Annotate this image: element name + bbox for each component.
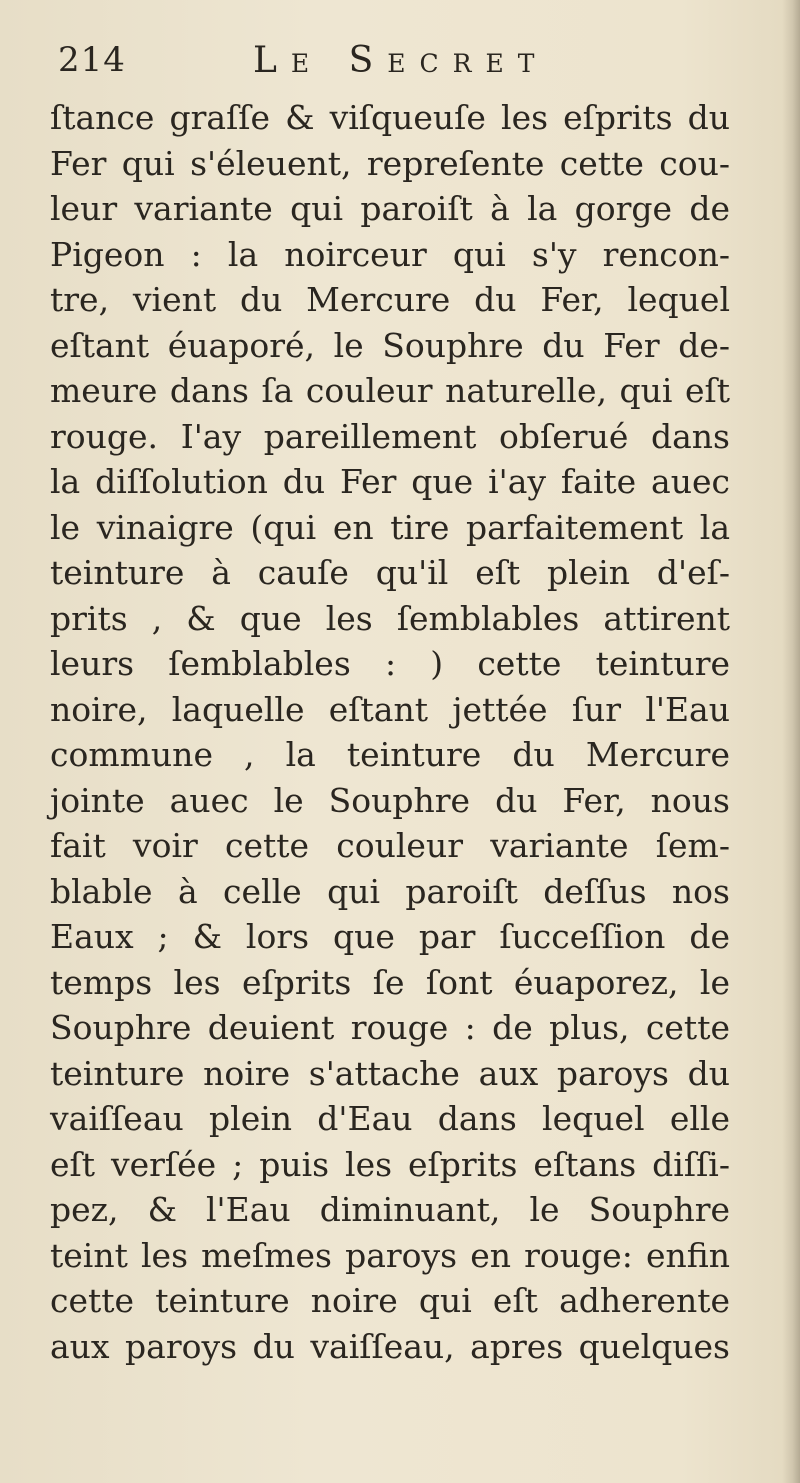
text-line: noire, laquelle eſtant jettée ſur l'Eau bbox=[50, 689, 730, 729]
text-line: Souphre deuient rouge : de plus, cette bbox=[50, 1008, 730, 1047]
text-line: ſtance graſſe & viſqueuſe les eſprits du bbox=[50, 98, 730, 137]
text-line: teinture noire s'attache aux paroys du bbox=[50, 1053, 730, 1093]
text-line: leurs ſemblables : ) cette teinture bbox=[50, 644, 730, 683]
text-line: aux paroys du vaiſſeau, apres quelques bbox=[50, 1326, 730, 1366]
running-title: Le Secret bbox=[253, 40, 549, 81]
text-line: commune , la teinture du Mercure bbox=[50, 735, 730, 774]
text-line: meure dans ſa couleur naturelle, qui eſt bbox=[50, 371, 730, 410]
text-line: blable à celle qui paroiſt deſſus nos bbox=[50, 871, 730, 911]
text-line: cette teinture noire qui eſt adherente bbox=[50, 1281, 730, 1320]
text-line: fait voir cette couleur variante ſem- bbox=[50, 826, 730, 865]
text-line: la diſſolution du Fer que i'ay faite auec bbox=[50, 462, 730, 501]
text-line: teint les meſmes paroys en rouge: enfin bbox=[50, 1235, 730, 1275]
text-line: temps les eſprits ſe ſont éuaporez, le bbox=[50, 962, 730, 1002]
page-edge-shadow bbox=[782, 0, 800, 1483]
text-line: Eaux ; & lors que par ſucceſſion de bbox=[50, 917, 730, 956]
text-line: teinture à cauſe qu'il eſt plein d'eſ- bbox=[50, 553, 730, 592]
text-line: le vinaigre (qui en tire parfaitement la bbox=[50, 507, 730, 547]
text-line: eſtant éuaporé, le Souphre du Fer de- bbox=[50, 325, 730, 365]
body-text bbox=[50, 95, 730, 1369]
text-line: rouge. I'ay pareillement obſerué dans bbox=[50, 416, 730, 456]
text-line: jointe auec le Souphre du Fer, nous bbox=[50, 780, 730, 820]
text-line: tre, vient du Mercure du Fer, lequel bbox=[50, 280, 730, 319]
text-line: pez, & l'Eau diminuant, le Souphre bbox=[50, 1190, 730, 1229]
text-line: Fer qui s'éleuent, repreſente cette cou- bbox=[50, 143, 730, 183]
text-line: leur variante qui paroiſt à la gorge de bbox=[50, 189, 730, 228]
text-line: prits , & que les ſemblables attirent bbox=[50, 598, 730, 638]
page-number: 214 bbox=[58, 40, 126, 80]
page-header bbox=[58, 40, 738, 100]
text-line: vaiſſeau plein d'Eau dans lequel elle bbox=[50, 1099, 730, 1138]
text-line: eſt verſée ; puis les eſprits eſtans diſſi- bbox=[50, 1144, 730, 1184]
text-line: Pigeon : la noirceur qui s'y rencon- bbox=[50, 234, 730, 274]
